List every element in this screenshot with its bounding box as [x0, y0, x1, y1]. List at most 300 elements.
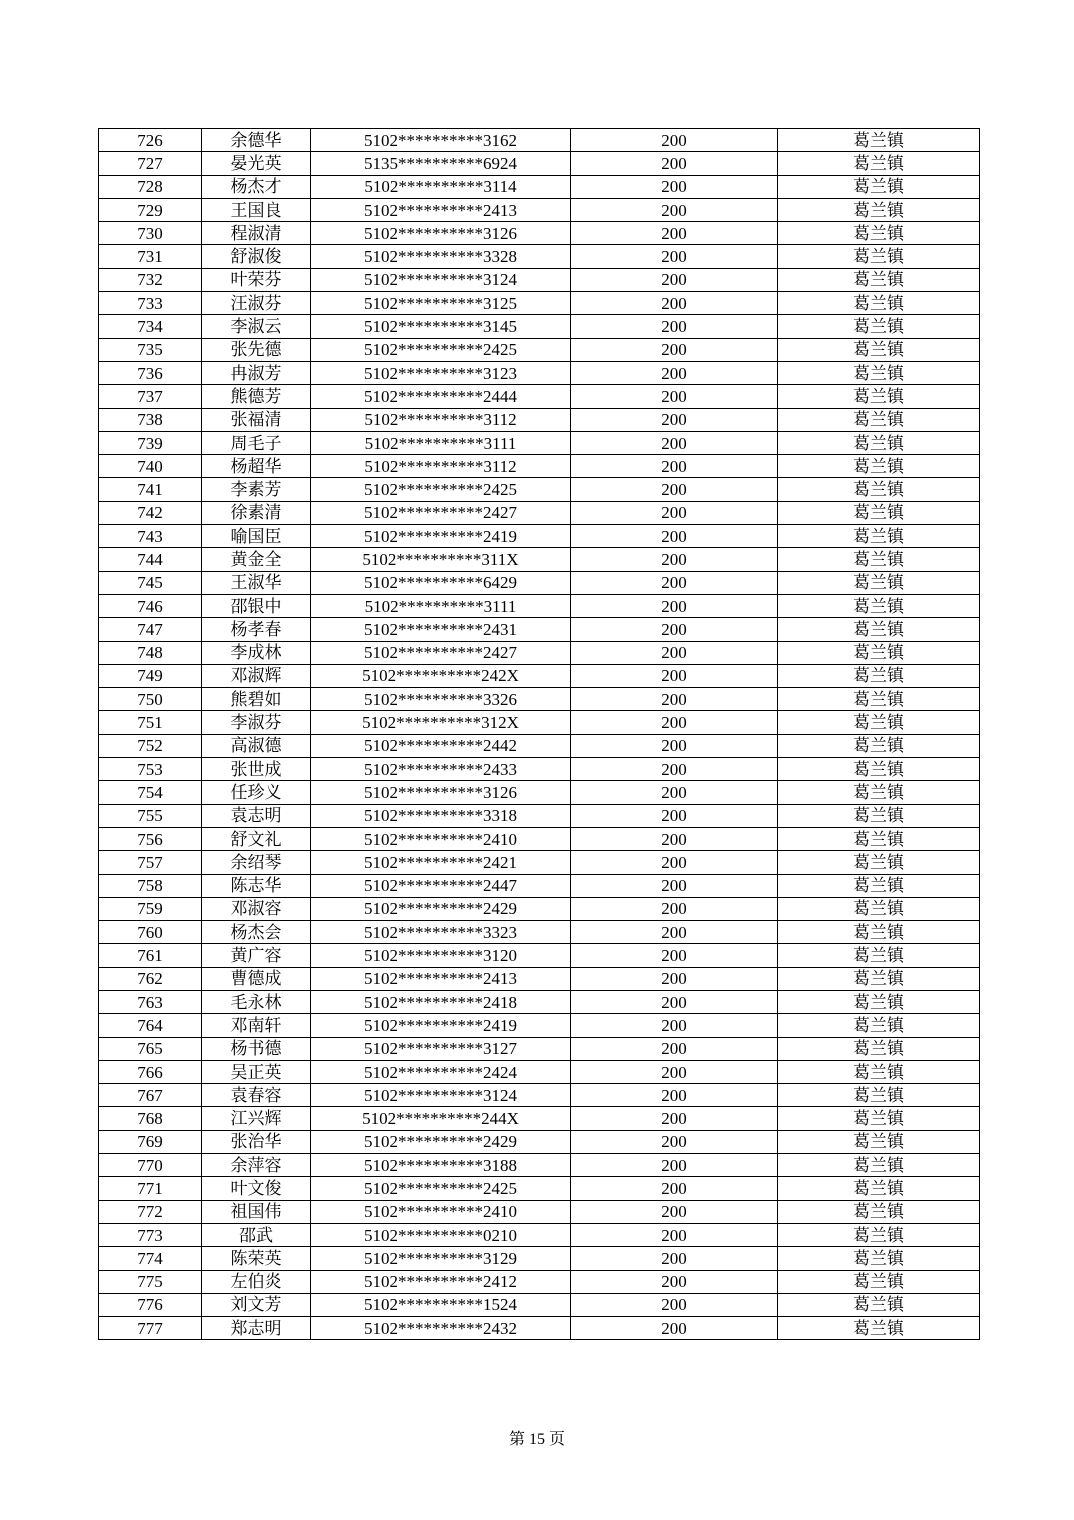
roster-table-body [99, 129, 980, 1340]
cell-name: 李淑云 [202, 315, 311, 338]
cell-amount: 200 [571, 1200, 778, 1223]
cell-row-number: 750 [99, 688, 202, 711]
cell-town: 葛兰镇 [778, 222, 980, 245]
cell-name: 叶荣芬 [202, 268, 311, 291]
cell-amount: 200 [571, 408, 778, 431]
cell-amount: 200 [571, 268, 778, 291]
cell-amount: 200 [571, 1037, 778, 1060]
table-row [99, 385, 980, 408]
cell-name: 吴正英 [202, 1060, 311, 1083]
cell-town: 葛兰镇 [778, 1270, 980, 1293]
cell-name: 李成林 [202, 641, 311, 664]
cell-town: 葛兰镇 [778, 571, 980, 594]
cell-row-number: 760 [99, 921, 202, 944]
cell-town: 葛兰镇 [778, 315, 980, 338]
cell-town: 葛兰镇 [778, 641, 980, 664]
cell-amount: 200 [571, 734, 778, 757]
cell-id-number: 5102**********2419 [311, 525, 571, 548]
cell-name: 高淑德 [202, 734, 311, 757]
cell-name: 叶文俊 [202, 1177, 311, 1200]
cell-name: 杨超华 [202, 455, 311, 478]
table-row [99, 1293, 980, 1316]
cell-name: 邓南轩 [202, 1014, 311, 1037]
cell-name: 舒文礼 [202, 827, 311, 850]
cell-amount: 200 [571, 1223, 778, 1246]
cell-amount: 200 [571, 525, 778, 548]
cell-id-number: 5102**********3124 [311, 268, 571, 291]
cell-row-number: 776 [99, 1293, 202, 1316]
table-row [99, 571, 980, 594]
cell-town: 葛兰镇 [778, 851, 980, 874]
cell-row-number: 771 [99, 1177, 202, 1200]
cell-name: 李素芳 [202, 478, 311, 501]
cell-id-number: 5102**********3145 [311, 315, 571, 338]
cell-id-number: 5102**********3328 [311, 245, 571, 268]
cell-amount: 200 [571, 175, 778, 198]
cell-id-number: 5102**********3124 [311, 1084, 571, 1107]
table-row [99, 478, 980, 501]
cell-town: 葛兰镇 [778, 525, 980, 548]
cell-row-number: 775 [99, 1270, 202, 1293]
cell-row-number: 745 [99, 571, 202, 594]
cell-town: 葛兰镇 [778, 1084, 980, 1107]
cell-row-number: 774 [99, 1247, 202, 1270]
cell-id-number: 5102**********2432 [311, 1317, 571, 1340]
table-row [99, 129, 980, 152]
cell-amount: 200 [571, 1154, 778, 1177]
table-row [99, 525, 980, 548]
cell-amount: 200 [571, 897, 778, 920]
table-row [99, 990, 980, 1013]
cell-name: 冉淑芳 [202, 361, 311, 384]
cell-id-number: 5102**********2424 [311, 1060, 571, 1083]
cell-name: 曹德成 [202, 967, 311, 990]
cell-name: 陈荣英 [202, 1247, 311, 1270]
cell-town: 葛兰镇 [778, 129, 980, 152]
cell-id-number: 5102**********312X [311, 711, 571, 734]
table-row [99, 408, 980, 431]
cell-town: 葛兰镇 [778, 944, 980, 967]
cell-amount: 200 [571, 758, 778, 781]
cell-town: 葛兰镇 [778, 967, 980, 990]
cell-amount: 200 [571, 804, 778, 827]
table-row [99, 851, 980, 874]
cell-id-number: 5102**********2410 [311, 1200, 571, 1223]
cell-id-number: 5102**********3112 [311, 408, 571, 431]
table-row [99, 1037, 980, 1060]
cell-name: 余萍容 [202, 1154, 311, 1177]
cell-name: 邓淑辉 [202, 664, 311, 687]
cell-row-number: 741 [99, 478, 202, 501]
table-row [99, 1154, 980, 1177]
cell-town: 葛兰镇 [778, 478, 980, 501]
cell-amount: 200 [571, 222, 778, 245]
cell-row-number: 736 [99, 361, 202, 384]
cell-id-number: 5102**********2444 [311, 385, 571, 408]
cell-amount: 200 [571, 198, 778, 221]
cell-row-number: 744 [99, 548, 202, 571]
table-row [99, 338, 980, 361]
cell-town: 葛兰镇 [778, 1177, 980, 1200]
cell-row-number: 769 [99, 1130, 202, 1153]
cell-id-number: 5102**********3111 [311, 594, 571, 617]
cell-amount: 200 [571, 431, 778, 454]
cell-id-number: 5102**********3323 [311, 921, 571, 944]
table-row [99, 431, 980, 454]
table-row [99, 1247, 980, 1270]
cell-amount: 200 [571, 1107, 778, 1130]
cell-row-number: 730 [99, 222, 202, 245]
cell-row-number: 751 [99, 711, 202, 734]
cell-name: 徐素清 [202, 501, 311, 524]
cell-id-number: 5102**********3111 [311, 431, 571, 454]
cell-town: 葛兰镇 [778, 664, 980, 687]
cell-town: 葛兰镇 [778, 1200, 980, 1223]
cell-amount: 200 [571, 967, 778, 990]
cell-id-number: 5102**********2413 [311, 198, 571, 221]
cell-amount: 200 [571, 990, 778, 1013]
cell-name: 周毛子 [202, 431, 311, 454]
cell-id-number: 5102**********3127 [311, 1037, 571, 1060]
cell-name: 杨孝春 [202, 618, 311, 641]
cell-name: 黄广容 [202, 944, 311, 967]
table-row [99, 711, 980, 734]
cell-name: 程淑清 [202, 222, 311, 245]
cell-town: 葛兰镇 [778, 874, 980, 897]
cell-id-number: 5102**********3120 [311, 944, 571, 967]
table-row [99, 1317, 980, 1340]
cell-amount: 200 [571, 152, 778, 175]
cell-town: 葛兰镇 [778, 1223, 980, 1246]
cell-amount: 200 [571, 1014, 778, 1037]
cell-name: 邓淑容 [202, 897, 311, 920]
table-row [99, 827, 980, 850]
cell-name: 王淑华 [202, 571, 311, 594]
table-row [99, 455, 980, 478]
cell-town: 葛兰镇 [778, 1154, 980, 1177]
cell-name: 熊德芳 [202, 385, 311, 408]
cell-town: 葛兰镇 [778, 1130, 980, 1153]
table-row [99, 781, 980, 804]
cell-town: 葛兰镇 [778, 152, 980, 175]
table-row [99, 1130, 980, 1153]
cell-row-number: 764 [99, 1014, 202, 1037]
cell-name: 陈志华 [202, 874, 311, 897]
table-row [99, 1177, 980, 1200]
table-row [99, 501, 980, 524]
cell-amount: 200 [571, 851, 778, 874]
table-row [99, 758, 980, 781]
cell-amount: 200 [571, 921, 778, 944]
cell-id-number: 5102**********2425 [311, 1177, 571, 1200]
cell-town: 葛兰镇 [778, 1014, 980, 1037]
cell-id-number: 5102**********3162 [311, 129, 571, 152]
cell-id-number: 5102**********2421 [311, 851, 571, 874]
cell-name: 杨杰会 [202, 921, 311, 944]
table-row [99, 361, 980, 384]
cell-name: 黄金全 [202, 548, 311, 571]
cell-amount: 200 [571, 571, 778, 594]
cell-id-number: 5102**********244X [311, 1107, 571, 1130]
cell-town: 葛兰镇 [778, 455, 980, 478]
table-row [99, 967, 980, 990]
cell-amount: 200 [571, 781, 778, 804]
table-row [99, 897, 980, 920]
cell-amount: 200 [571, 827, 778, 850]
cell-town: 葛兰镇 [778, 1247, 980, 1270]
cell-row-number: 766 [99, 1060, 202, 1083]
cell-amount: 200 [571, 315, 778, 338]
cell-row-number: 743 [99, 525, 202, 548]
cell-town: 葛兰镇 [778, 711, 980, 734]
cell-amount: 200 [571, 1084, 778, 1107]
cell-row-number: 732 [99, 268, 202, 291]
cell-name: 袁志明 [202, 804, 311, 827]
cell-row-number: 727 [99, 152, 202, 175]
cell-amount: 200 [571, 664, 778, 687]
cell-amount: 200 [571, 618, 778, 641]
cell-id-number: 5102**********2433 [311, 758, 571, 781]
cell-name: 张先德 [202, 338, 311, 361]
cell-amount: 200 [571, 245, 778, 268]
cell-id-number: 5102**********2419 [311, 1014, 571, 1037]
cell-amount: 200 [571, 129, 778, 152]
table-row [99, 688, 980, 711]
cell-name: 祖国伟 [202, 1200, 311, 1223]
cell-amount: 200 [571, 1270, 778, 1293]
cell-id-number: 5102**********2447 [311, 874, 571, 897]
cell-row-number: 737 [99, 385, 202, 408]
cell-id-number: 5102**********0210 [311, 1223, 571, 1246]
cell-town: 葛兰镇 [778, 688, 980, 711]
table-row [99, 175, 980, 198]
cell-row-number: 728 [99, 175, 202, 198]
cell-name: 张治华 [202, 1130, 311, 1153]
cell-row-number: 768 [99, 1107, 202, 1130]
cell-town: 葛兰镇 [778, 781, 980, 804]
cell-amount: 200 [571, 1293, 778, 1316]
table-row [99, 804, 980, 827]
cell-amount: 200 [571, 688, 778, 711]
table-row [99, 315, 980, 338]
table-row [99, 222, 980, 245]
cell-amount: 200 [571, 1247, 778, 1270]
cell-row-number: 772 [99, 1200, 202, 1223]
cell-town: 葛兰镇 [778, 245, 980, 268]
cell-name: 熊碧如 [202, 688, 311, 711]
cell-id-number: 5102**********6429 [311, 571, 571, 594]
table-row [99, 594, 980, 617]
table-row [99, 1200, 980, 1223]
cell-row-number: 740 [99, 455, 202, 478]
cell-id-number: 5102**********1524 [311, 1293, 571, 1316]
cell-amount: 200 [571, 385, 778, 408]
cell-town: 葛兰镇 [778, 198, 980, 221]
table-row [99, 292, 980, 315]
cell-name: 王国良 [202, 198, 311, 221]
cell-id-number: 5102**********242X [311, 664, 571, 687]
cell-id-number: 5102**********2425 [311, 338, 571, 361]
cell-row-number: 731 [99, 245, 202, 268]
cell-amount: 200 [571, 1317, 778, 1340]
cell-id-number: 5102**********3114 [311, 175, 571, 198]
cell-town: 葛兰镇 [778, 990, 980, 1013]
cell-amount: 200 [571, 594, 778, 617]
cell-town: 葛兰镇 [778, 1293, 980, 1316]
cell-amount: 200 [571, 548, 778, 571]
cell-id-number: 5102**********2425 [311, 478, 571, 501]
cell-id-number: 5102**********2442 [311, 734, 571, 757]
cell-amount: 200 [571, 1177, 778, 1200]
cell-town: 葛兰镇 [778, 921, 980, 944]
cell-name: 任珍义 [202, 781, 311, 804]
cell-name: 余绍琴 [202, 851, 311, 874]
cell-amount: 200 [571, 874, 778, 897]
cell-row-number: 754 [99, 781, 202, 804]
cell-id-number: 5102**********2429 [311, 897, 571, 920]
table-row [99, 618, 980, 641]
table-row [99, 152, 980, 175]
cell-town: 葛兰镇 [778, 758, 980, 781]
cell-row-number: 757 [99, 851, 202, 874]
table-row [99, 664, 980, 687]
cell-amount: 200 [571, 338, 778, 361]
cell-town: 葛兰镇 [778, 734, 980, 757]
cell-town: 葛兰镇 [778, 594, 980, 617]
cell-town: 葛兰镇 [778, 292, 980, 315]
cell-amount: 200 [571, 711, 778, 734]
cell-row-number: 759 [99, 897, 202, 920]
table-row [99, 1014, 980, 1037]
cell-row-number: 735 [99, 338, 202, 361]
cell-row-number: 777 [99, 1317, 202, 1340]
table-row [99, 198, 980, 221]
cell-town: 葛兰镇 [778, 175, 980, 198]
cell-name: 汪淑芬 [202, 292, 311, 315]
cell-id-number: 5102**********3125 [311, 292, 571, 315]
cell-amount: 200 [571, 478, 778, 501]
cell-town: 葛兰镇 [778, 501, 980, 524]
roster-table [98, 128, 980, 1340]
cell-row-number: 733 [99, 292, 202, 315]
cell-name: 余德华 [202, 129, 311, 152]
cell-town: 葛兰镇 [778, 1037, 980, 1060]
cell-id-number: 5102**********2427 [311, 501, 571, 524]
cell-town: 葛兰镇 [778, 618, 980, 641]
cell-amount: 200 [571, 292, 778, 315]
cell-name: 杨书德 [202, 1037, 311, 1060]
cell-id-number: 5102**********2427 [311, 641, 571, 664]
cell-id-number: 5102**********2412 [311, 1270, 571, 1293]
cell-town: 葛兰镇 [778, 338, 980, 361]
table-row [99, 1270, 980, 1293]
cell-town: 葛兰镇 [778, 268, 980, 291]
table-row [99, 944, 980, 967]
cell-row-number: 734 [99, 315, 202, 338]
cell-town: 葛兰镇 [778, 1317, 980, 1340]
cell-row-number: 758 [99, 874, 202, 897]
cell-name: 刘文芳 [202, 1293, 311, 1316]
cell-row-number: 729 [99, 198, 202, 221]
cell-town: 葛兰镇 [778, 385, 980, 408]
cell-name: 邵武 [202, 1223, 311, 1246]
cell-name: 郑志明 [202, 1317, 311, 1340]
cell-name: 邵银中 [202, 594, 311, 617]
table-row [99, 734, 980, 757]
cell-name: 江兴辉 [202, 1107, 311, 1130]
table-row [99, 641, 980, 664]
cell-row-number: 765 [99, 1037, 202, 1060]
cell-name: 喻国臣 [202, 525, 311, 548]
cell-row-number: 726 [99, 129, 202, 152]
cell-row-number: 746 [99, 594, 202, 617]
cell-row-number: 763 [99, 990, 202, 1013]
cell-town: 葛兰镇 [778, 408, 980, 431]
cell-town: 葛兰镇 [778, 431, 980, 454]
cell-id-number: 5102**********2431 [311, 618, 571, 641]
cell-name: 袁春容 [202, 1084, 311, 1107]
cell-name: 晏光英 [202, 152, 311, 175]
cell-name: 毛永林 [202, 990, 311, 1013]
table-row [99, 921, 980, 944]
cell-amount: 200 [571, 501, 778, 524]
cell-id-number: 5102**********3188 [311, 1154, 571, 1177]
cell-town: 葛兰镇 [778, 897, 980, 920]
cell-town: 葛兰镇 [778, 548, 980, 571]
cell-amount: 200 [571, 1130, 778, 1153]
page-number: 第 15 页 [508, 1431, 565, 1448]
cell-id-number: 5102**********2418 [311, 990, 571, 1013]
table-row [99, 1084, 980, 1107]
cell-name: 张世成 [202, 758, 311, 781]
cell-name: 张福清 [202, 408, 311, 431]
cell-id-number: 5102**********3318 [311, 804, 571, 827]
cell-id-number: 5102**********3326 [311, 688, 571, 711]
table-row [99, 548, 980, 571]
table-row [99, 1060, 980, 1083]
cell-name: 李淑芬 [202, 711, 311, 734]
cell-name: 杨杰才 [202, 175, 311, 198]
cell-row-number: 767 [99, 1084, 202, 1107]
cell-id-number: 5102**********2413 [311, 967, 571, 990]
table-row [99, 1107, 980, 1130]
cell-row-number: 752 [99, 734, 202, 757]
cell-town: 葛兰镇 [778, 804, 980, 827]
cell-id-number: 5102**********3123 [311, 361, 571, 384]
cell-id-number: 5102**********3129 [311, 1247, 571, 1270]
cell-id-number: 5102**********3112 [311, 455, 571, 478]
cell-amount: 200 [571, 1060, 778, 1083]
cell-amount: 200 [571, 944, 778, 967]
cell-row-number: 749 [99, 664, 202, 687]
table-row [99, 874, 980, 897]
cell-row-number: 770 [99, 1154, 202, 1177]
cell-name: 舒淑俊 [202, 245, 311, 268]
cell-row-number: 756 [99, 827, 202, 850]
cell-row-number: 739 [99, 431, 202, 454]
cell-row-number: 761 [99, 944, 202, 967]
cell-town: 葛兰镇 [778, 361, 980, 384]
cell-amount: 200 [571, 455, 778, 478]
cell-amount: 200 [571, 361, 778, 384]
table-row [99, 268, 980, 291]
table-row [99, 1223, 980, 1246]
cell-id-number: 5102**********311X [311, 548, 571, 571]
cell-id-number: 5102**********3126 [311, 222, 571, 245]
cell-id-number: 5102**********3126 [311, 781, 571, 804]
cell-name: 左伯炎 [202, 1270, 311, 1293]
cell-id-number: 5102**********2410 [311, 827, 571, 850]
